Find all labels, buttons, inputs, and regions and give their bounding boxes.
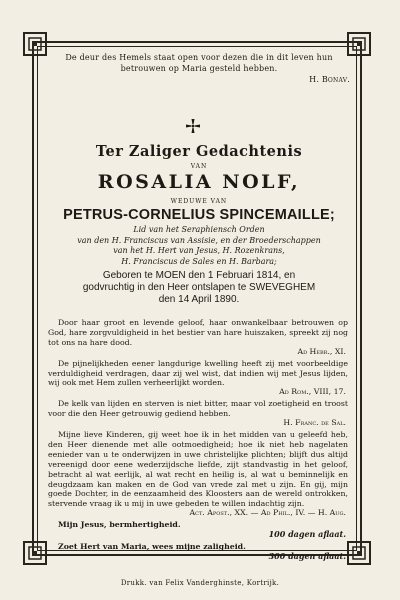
membership-line: Lid van het Seraphiensch Orden: [133, 225, 265, 234]
van-label: VAN: [190, 163, 208, 170]
indulgence: 100 dagen aflaat.: [268, 529, 346, 540]
prayer: [48, 542, 348, 562]
scripture-reference: Act. Apost., XX. — Ad Phil., IV. — H. Aug.: [189, 508, 346, 518]
membership-line: van den H. Franciscus van Assisie, en der Broederschappen: [77, 235, 321, 245]
membership-line: H. Franciscus de Sales en H. Barbara;: [121, 256, 277, 266]
paragraph-text: Mijne lieve Kinderen, gij weet hoe ik in het midden van u geleefd heb, den Heer dienende met alle ootmoedigheid; hoe ik niet heb nagelaten eenieder van u te onderwijzen in uwe christelijke plichten; blijft dus altijd vereenigd door eene wederzijdsche liefde, zijt standvastig in het geloof, betracht al wat eerlijk, al wat recht en heilig is, al wat u beminnelijk en deugdzaam kan maken en de God van vrede zal met u zijn. En gij, mijn goede Dochter, in de eenzaamheid des Kloosters aan de wereld ontrokken, stervende vraag ik u mij in uwe gebeden te willen indachtig zijn.: [48, 429, 348, 509]
membership-line: van het H. Hert van Jesus, H. Rozenkrans,: [113, 246, 285, 255]
meditation-text: [48, 318, 348, 564]
date-line: godvruchtig in den Heer ontslapen te SWEVEGHEM: [82, 282, 316, 293]
card-title: Ter Zaliger Gedachtenis: [95, 143, 303, 160]
date-line: Geboren te MOEN den 1 Februari 1814, en: [102, 270, 296, 281]
deceased-name: ROSALIA NOLF,: [97, 171, 301, 193]
prayer: [48, 520, 348, 540]
epigraph-text: De deur des Hemels staat open voor dezen die in dit leven hun betrouwen op Maria gesteld hebben.: [65, 53, 333, 73]
birth-death-dates: [44, 270, 354, 306]
memberships: [44, 225, 354, 267]
maltese-cross-icon: [185, 118, 201, 134]
scripture-reference: H. Franc. de Sal.: [283, 418, 346, 428]
scripture-reference: Ad Hebr., XI.: [297, 346, 346, 356]
paragraph-text: De kelk van lijden en sterven is niet bitter, maar vol zoetigheid en troost voor die den Heer getrouwig gediend hebben.: [48, 399, 348, 419]
epigraph: [44, 52, 354, 85]
paragraph: [48, 430, 348, 518]
paragraph-text: Door haar groot en levende geloof, haar onwankelbaar betrouwen op God, hare zorgvuldigheid in het bestier van hare huiszaken, spreekt zij nog tot ons na hare dood.: [48, 318, 348, 347]
scripture-reference: Ad Rom., VIII, 17.: [279, 387, 346, 397]
corner-ornament-icon: [347, 541, 371, 565]
paragraph-text: De pijnelijkheden eener langdurige kwelling heeft zij met voorbeeldige verduldigheid verdragen, daar zij wel wist, dat indien wij met Jesus lijden, wij ook met Hem zullen verheerlijkt worden.: [48, 358, 348, 388]
corner-ornament-icon: [23, 541, 47, 565]
printer-imprint: Drukk. van Felix Vanderghinste, Kortrijk.: [120, 579, 280, 587]
paragraph: [48, 318, 348, 357]
date-line: den 14 April 1890.: [158, 294, 240, 305]
paragraph: [48, 399, 348, 428]
husband-name: PETRUS-CORNELIUS SPINCEMAILLE;: [63, 207, 335, 223]
prayer-text: Zoet Hert van Maria, wees mijne zaligheid.: [58, 541, 246, 551]
prayer-text: Mijn Jesus, bermhertigheid.: [58, 520, 181, 530]
indulgence: 300 dagen aflaat.: [268, 550, 346, 561]
paragraph: [48, 359, 348, 398]
widow-of-label: WEDUWE VAN: [170, 198, 228, 205]
epigraph-author: H. Bonav.: [309, 75, 350, 84]
